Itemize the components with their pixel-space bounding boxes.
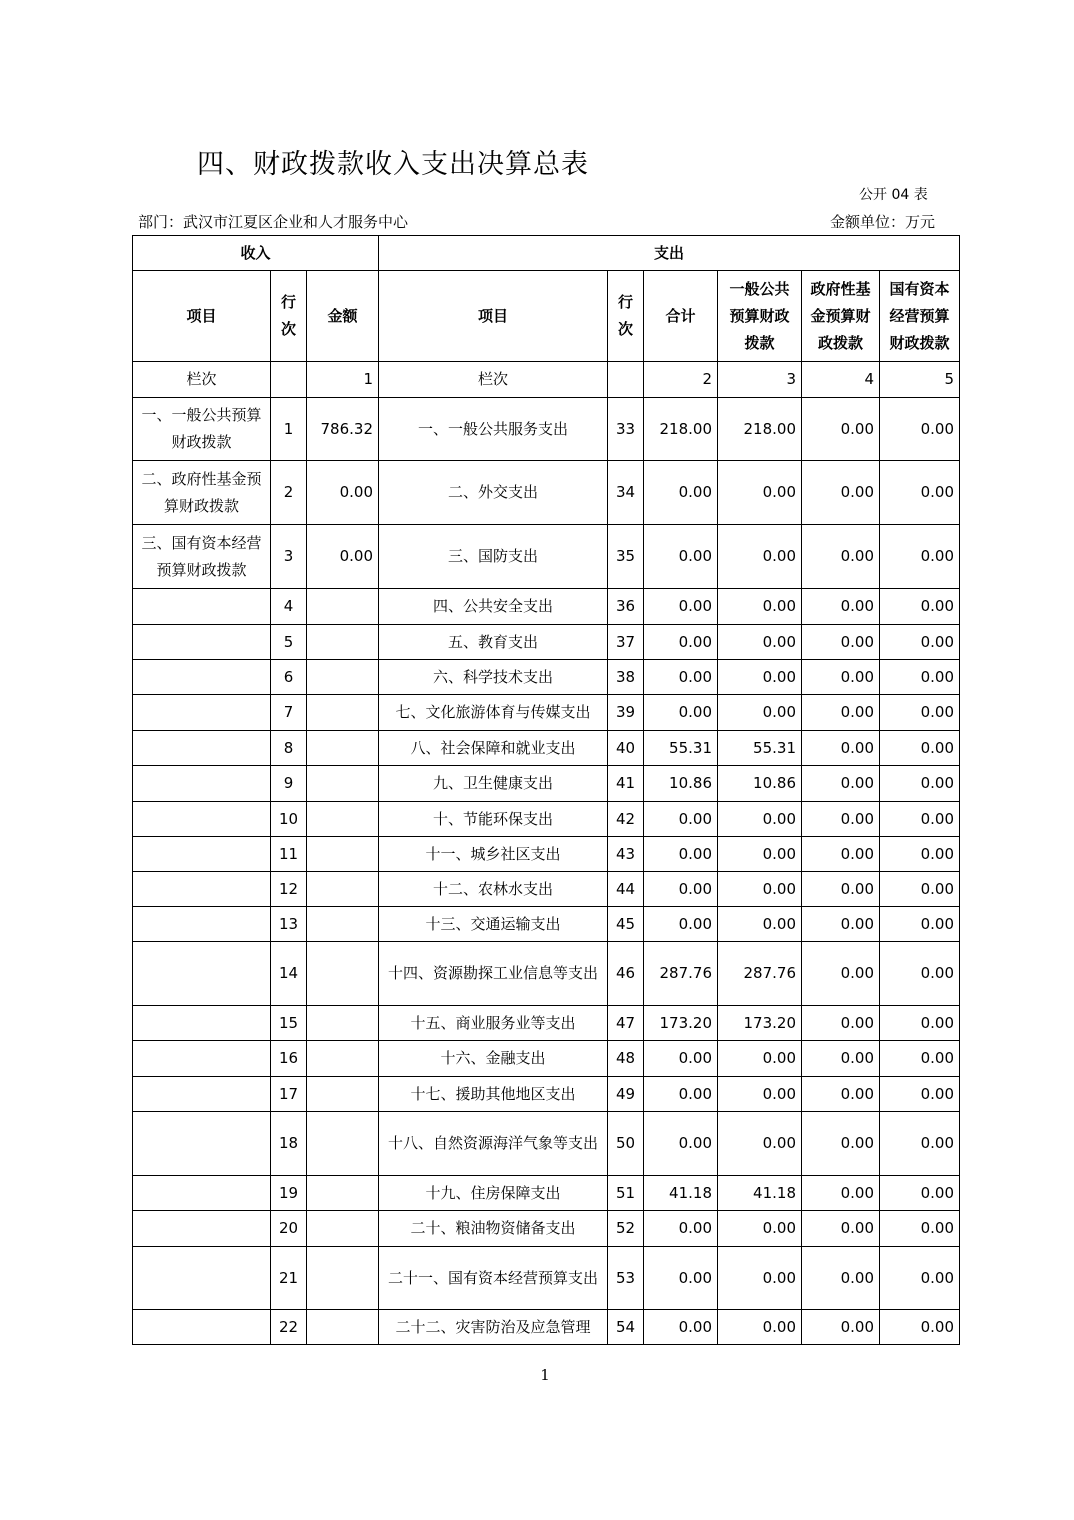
income-row-no: 7: [271, 695, 307, 731]
gov-fund-amount: 0.00: [802, 1006, 880, 1041]
total-amount: 0.00: [644, 589, 718, 625]
gov-fund-amount: 0.00: [802, 660, 880, 695]
income-item: 三、国有资本经营预算财政拨款: [133, 525, 271, 589]
table-row: [133, 695, 960, 731]
expense-item: 八、社会保障和就业支出: [379, 731, 608, 766]
total-amount: 0.00: [644, 1247, 718, 1310]
total-amount: 0.00: [644, 1211, 718, 1247]
expense-item-header: 项目: [379, 271, 608, 362]
total-amount: 0.00: [644, 802, 718, 837]
expense-row-no: 54: [608, 1310, 644, 1345]
total-amount: 0.00: [644, 461, 718, 525]
table-row: [133, 942, 960, 1006]
state-capital-amount: 0.00: [880, 766, 960, 802]
expense-section-header: 支出: [379, 236, 960, 271]
expense-row-no: 33: [608, 398, 644, 461]
expense-item: 十四、资源勘探工业信息等支出: [379, 942, 608, 1006]
income-row-no: 2: [271, 461, 307, 525]
gov-fund-amount: 0.00: [802, 625, 880, 660]
expense-item: 十六、金融支出: [379, 1041, 608, 1077]
total-amount: 0.00: [644, 660, 718, 695]
general-budget-amount: 218.00: [718, 398, 802, 461]
income-amount: 786.32: [307, 398, 379, 461]
income-amount: [307, 1006, 379, 1041]
income-column-label: 栏次: [133, 362, 271, 398]
income-amount: [307, 695, 379, 731]
income-amount: [307, 1310, 379, 1345]
total-amount: 0.00: [644, 1310, 718, 1345]
general-budget-amount: 0.00: [718, 625, 802, 660]
income-amount: [307, 731, 379, 766]
general-budget-amount: 0.00: [718, 589, 802, 625]
income-row-no: 9: [271, 766, 307, 802]
table-row: [133, 837, 960, 872]
general-budget-amount: 287.76: [718, 942, 802, 1006]
table-row: [133, 1176, 960, 1211]
income-item: 二、政府性基金预算财政拨款: [133, 461, 271, 525]
income-item: [133, 625, 271, 660]
income-column-number: 1: [307, 362, 379, 398]
general-budget-amount: 0.00: [718, 872, 802, 907]
expense-row-no: 47: [608, 1006, 644, 1041]
expense-item: 二十、粮油物资储备支出: [379, 1211, 608, 1247]
income-row-no: 14: [271, 942, 307, 1006]
table-row: [133, 525, 960, 589]
general-budget-amount: 0.00: [718, 1041, 802, 1077]
income-row-no: 15: [271, 1006, 307, 1041]
expense-row-no: 38: [608, 660, 644, 695]
total-amount: 10.86: [644, 766, 718, 802]
expense-row-no: 42: [608, 802, 644, 837]
total-amount: 0.00: [644, 695, 718, 731]
general-budget-amount: 0.00: [718, 907, 802, 942]
state-capital-amount: 0.00: [880, 872, 960, 907]
expense-row-no: 43: [608, 837, 644, 872]
table-row: [133, 625, 960, 660]
gov-fund-amount: 0.00: [802, 1211, 880, 1247]
income-row-no: 1: [271, 398, 307, 461]
gov-fund-header: 政府性基金预算财政拨款: [802, 271, 880, 362]
gov-fund-amount: 0.00: [802, 1310, 880, 1345]
expense-item: 一、一般公共服务支出: [379, 398, 608, 461]
state-capital-amount: 0.00: [880, 1006, 960, 1041]
general-budget-amount: 0.00: [718, 1211, 802, 1247]
column-number-3: 3: [718, 362, 802, 398]
income-item: [133, 766, 271, 802]
expense-item: 二十二、灾害防治及应急管理: [379, 1310, 608, 1345]
table-row: [133, 802, 960, 837]
expense-item: 五、教育支出: [379, 625, 608, 660]
table-body: [133, 398, 960, 1345]
income-item: 一、一般公共预算财政拨款: [133, 398, 271, 461]
state-capital-amount: 0.00: [880, 1041, 960, 1077]
income-amount: [307, 942, 379, 1006]
column-number-2: 2: [644, 362, 718, 398]
table-row: [133, 1247, 960, 1310]
income-amount: [307, 907, 379, 942]
general-budget-amount: 0.00: [718, 1310, 802, 1345]
income-row-no: 8: [271, 731, 307, 766]
state-capital-header: 国有资本经营预算财政拨款: [880, 271, 960, 362]
general-budget-amount: 55.31: [718, 731, 802, 766]
table-row: [133, 907, 960, 942]
expense-row-no: 40: [608, 731, 644, 766]
income-item: [133, 802, 271, 837]
state-capital-amount: 0.00: [880, 695, 960, 731]
state-capital-amount: 0.00: [880, 525, 960, 589]
expense-row-no: 51: [608, 1176, 644, 1211]
gov-fund-amount: 0.00: [802, 1176, 880, 1211]
table-row: [133, 1112, 960, 1176]
gov-fund-amount: 0.00: [802, 1077, 880, 1112]
income-row-no-header: 行次: [271, 271, 307, 362]
income-item: [133, 1176, 271, 1211]
expense-item: 三、国防支出: [379, 525, 608, 589]
state-capital-amount: 0.00: [880, 731, 960, 766]
total-amount: 0.00: [644, 837, 718, 872]
expense-item: 十一、城乡社区支出: [379, 837, 608, 872]
table-row: [133, 398, 960, 461]
state-capital-amount: 0.00: [880, 942, 960, 1006]
income-row-no: 12: [271, 872, 307, 907]
income-amount: [307, 1112, 379, 1176]
income-row-no: 3: [271, 525, 307, 589]
income-row-no: 10: [271, 802, 307, 837]
income-item: [133, 1112, 271, 1176]
income-item-header: 项目: [133, 271, 271, 362]
income-amount: [307, 1077, 379, 1112]
total-header: 合计: [644, 271, 718, 362]
income-amount: 0.00: [307, 461, 379, 525]
income-row-no: 13: [271, 907, 307, 942]
total-amount: 0.00: [644, 872, 718, 907]
table-row: [133, 1211, 960, 1247]
total-amount: 41.18: [644, 1176, 718, 1211]
expense-row-no: 41: [608, 766, 644, 802]
state-capital-amount: 0.00: [880, 1310, 960, 1345]
general-budget-amount: 0.00: [718, 660, 802, 695]
income-item: [133, 660, 271, 695]
total-amount: 0.00: [644, 1077, 718, 1112]
income-item: [133, 872, 271, 907]
income-row-no: 17: [271, 1077, 307, 1112]
expense-row-no: 35: [608, 525, 644, 589]
general-budget-amount: 0.00: [718, 695, 802, 731]
general-budget-amount: 0.00: [718, 1247, 802, 1310]
state-capital-amount: 0.00: [880, 1176, 960, 1211]
gov-fund-amount: 0.00: [802, 872, 880, 907]
general-budget-amount: 0.00: [718, 802, 802, 837]
state-capital-amount: 0.00: [880, 907, 960, 942]
income-amount: [307, 1176, 379, 1211]
table-row: [133, 1077, 960, 1112]
total-amount: 218.00: [644, 398, 718, 461]
expense-row-no: 37: [608, 625, 644, 660]
income-row-no: 18: [271, 1112, 307, 1176]
income-item: [133, 907, 271, 942]
expense-column-label: 栏次: [379, 362, 608, 398]
gov-fund-amount: 0.00: [802, 1112, 880, 1176]
income-amount-header: 金额: [307, 271, 379, 362]
gov-fund-amount: 0.00: [802, 1247, 880, 1310]
total-amount: 173.20: [644, 1006, 718, 1041]
total-amount: 0.00: [644, 525, 718, 589]
income-row-no: 20: [271, 1211, 307, 1247]
income-item: [133, 1041, 271, 1077]
income-item: [133, 1077, 271, 1112]
gov-fund-amount: 0.00: [802, 461, 880, 525]
gov-fund-amount: 0.00: [802, 589, 880, 625]
income-section-header: 收入: [133, 236, 379, 271]
form-number: 公开 04 表: [859, 187, 928, 203]
income-amount: [307, 625, 379, 660]
state-capital-amount: 0.00: [880, 398, 960, 461]
expense-item: 六、科学技术支出: [379, 660, 608, 695]
total-amount: 287.76: [644, 942, 718, 1006]
expense-item: 十三、交通运输支出: [379, 907, 608, 942]
income-item: [133, 1211, 271, 1247]
total-amount: 0.00: [644, 625, 718, 660]
gov-fund-amount: 0.00: [802, 398, 880, 461]
general-budget-amount: 10.86: [718, 766, 802, 802]
gov-fund-amount: 0.00: [802, 731, 880, 766]
income-row-no: 22: [271, 1310, 307, 1345]
amount-unit-label: 金额单位：万元: [830, 213, 936, 231]
gov-fund-amount: 0.00: [802, 525, 880, 589]
general-budget-header: 一般公共预算财政拨款: [718, 271, 802, 362]
expense-row-no: 48: [608, 1041, 644, 1077]
income-amount: [307, 837, 379, 872]
income-row-no: 21: [271, 1247, 307, 1310]
state-capital-amount: 0.00: [880, 660, 960, 695]
total-amount: 0.00: [644, 907, 718, 942]
column-number-4: 4: [802, 362, 880, 398]
state-capital-amount: 0.00: [880, 837, 960, 872]
general-budget-amount: 0.00: [718, 837, 802, 872]
total-amount: 0.00: [644, 1112, 718, 1176]
table-row: [133, 872, 960, 907]
empty-cell: [271, 362, 307, 398]
table-row: [133, 731, 960, 766]
expense-item: 二十一、国有资本经营预算支出: [379, 1247, 608, 1310]
income-row-no: 6: [271, 660, 307, 695]
expense-item: 十、节能环保支出: [379, 802, 608, 837]
department-label: 部门：武汉市江夏区企业和人才服务中心: [138, 213, 409, 231]
income-item: [133, 1006, 271, 1041]
gov-fund-amount: 0.00: [802, 942, 880, 1006]
income-item: [133, 942, 271, 1006]
state-capital-amount: 0.00: [880, 1112, 960, 1176]
expense-item: 二、外交支出: [379, 461, 608, 525]
general-budget-amount: 173.20: [718, 1006, 802, 1041]
table-row: [133, 660, 960, 695]
expense-item: 十八、自然资源海洋气象等支出: [379, 1112, 608, 1176]
income-amount: [307, 766, 379, 802]
general-budget-amount: 0.00: [718, 525, 802, 589]
gov-fund-amount: 0.00: [802, 907, 880, 942]
expense-row-no: 49: [608, 1077, 644, 1112]
general-budget-amount: 0.00: [718, 461, 802, 525]
income-item: [133, 731, 271, 766]
expense-row-no: 50: [608, 1112, 644, 1176]
general-budget-amount: 0.00: [718, 1077, 802, 1112]
income-amount: [307, 802, 379, 837]
state-capital-amount: 0.00: [880, 1077, 960, 1112]
general-budget-amount: 41.18: [718, 1176, 802, 1211]
income-amount: [307, 589, 379, 625]
table-row: [133, 766, 960, 802]
income-item: [133, 695, 271, 731]
expense-row-no: 39: [608, 695, 644, 731]
expense-row-no: 44: [608, 872, 644, 907]
income-row-no: 4: [271, 589, 307, 625]
income-amount: [307, 872, 379, 907]
expense-row-no: 46: [608, 942, 644, 1006]
gov-fund-amount: 0.00: [802, 1041, 880, 1077]
income-item: [133, 589, 271, 625]
income-row-no: 11: [271, 837, 307, 872]
income-amount: [307, 1211, 379, 1247]
table-row: [133, 1006, 960, 1041]
gov-fund-amount: 0.00: [802, 766, 880, 802]
general-budget-amount: 0.00: [718, 1112, 802, 1176]
income-item: [133, 1310, 271, 1345]
expense-row-no: 52: [608, 1211, 644, 1247]
income-amount: [307, 660, 379, 695]
empty-cell: [608, 362, 644, 398]
total-amount: 0.00: [644, 1041, 718, 1077]
total-amount: 55.31: [644, 731, 718, 766]
expense-item: 十七、援助其他地区支出: [379, 1077, 608, 1112]
income-item: [133, 1247, 271, 1310]
table-row: [133, 1041, 960, 1077]
expense-row-no-header: 行次: [608, 271, 644, 362]
gov-fund-amount: 0.00: [802, 695, 880, 731]
income-amount: 0.00: [307, 525, 379, 589]
table-row: [133, 589, 960, 625]
state-capital-amount: 0.00: [880, 625, 960, 660]
state-capital-amount: 0.00: [880, 802, 960, 837]
income-row-no: 16: [271, 1041, 307, 1077]
appropriation-summary-table: [132, 235, 960, 1345]
page-number: 1: [540, 1366, 550, 1384]
state-capital-amount: 0.00: [880, 461, 960, 525]
expense-row-no: 36: [608, 589, 644, 625]
expense-item: 十二、农林水支出: [379, 872, 608, 907]
income-row-no: 19: [271, 1176, 307, 1211]
gov-fund-amount: 0.00: [802, 837, 880, 872]
expense-item: 四、公共安全支出: [379, 589, 608, 625]
expense-row-no: 45: [608, 907, 644, 942]
expense-item: 七、文化旅游体育与传媒支出: [379, 695, 608, 731]
expense-row-no: 53: [608, 1247, 644, 1310]
state-capital-amount: 0.00: [880, 589, 960, 625]
column-number-5: 5: [880, 362, 960, 398]
expense-item: 十五、商业服务业等支出: [379, 1006, 608, 1041]
income-row-no: 5: [271, 625, 307, 660]
table-row: [133, 461, 960, 525]
table-row: [133, 1310, 960, 1345]
state-capital-amount: 0.00: [880, 1247, 960, 1310]
gov-fund-amount: 0.00: [802, 802, 880, 837]
page-title: 四、财政拨款收入支出决算总表: [197, 149, 589, 180]
income-amount: [307, 1247, 379, 1310]
expense-row-no: 34: [608, 461, 644, 525]
income-item: [133, 837, 271, 872]
state-capital-amount: 0.00: [880, 1211, 960, 1247]
expense-item: 十九、住房保障支出: [379, 1176, 608, 1211]
expense-item: 九、卫生健康支出: [379, 766, 608, 802]
income-amount: [307, 1041, 379, 1077]
